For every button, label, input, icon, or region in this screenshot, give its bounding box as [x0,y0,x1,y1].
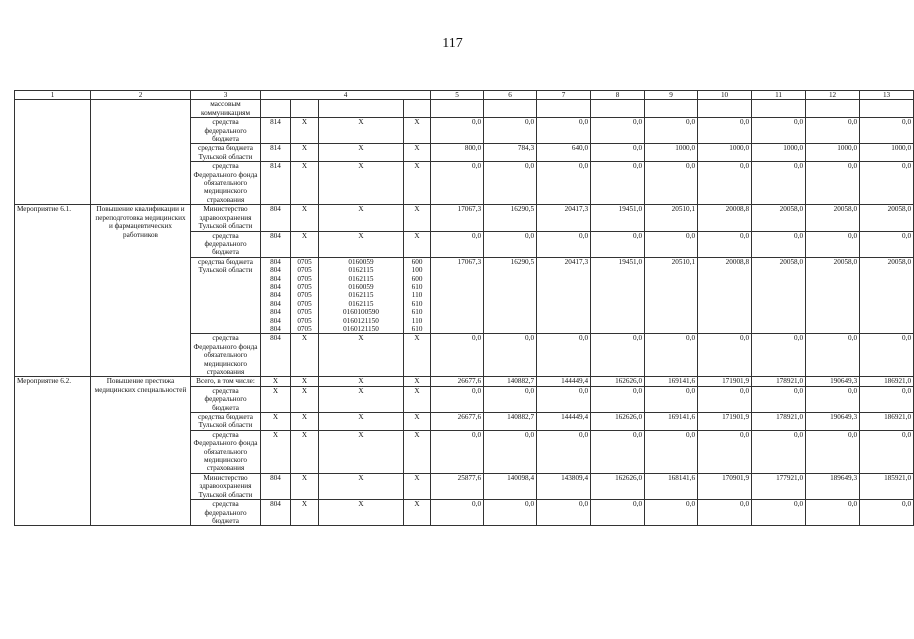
code-vr: X [404,334,431,377]
funding-source: средства Федерального фонда обязательного медицинского страхования [191,334,261,377]
amount-cell: 0,0 [752,500,806,526]
amount-cell: 0,0 [806,162,860,205]
amount-cell: 0,0 [645,334,698,377]
amount-cell: 0,0 [860,231,914,257]
amount-cell: 20417,3 [537,257,591,334]
amount-cell: 140882,7 [484,413,537,431]
amount-cell: 171901,9 [698,413,752,431]
code-grbs: 814 [261,118,291,144]
code-grbs: 804 [261,205,291,231]
amount-cell: 0,0 [752,430,806,473]
amount-cell: 0,0 [860,162,914,205]
amount-cell: 0,0 [537,334,591,377]
amount-cell: 162626,0 [591,473,645,499]
amount-cell: 0,0 [484,334,537,377]
code-grbs: 814 [261,162,291,205]
amount-cell: 0,0 [591,118,645,144]
amount-cell: 0,0 [752,231,806,257]
amount-cell: 0,0 [484,500,537,526]
amount-cell: 144449,4 [537,413,591,431]
funding-source: средства Федерального фонда обязательного медицинского страхования [191,162,261,205]
measure-name: Повышение престижа медицинских специальностей [91,377,191,526]
amount-cell: 0,0 [645,231,698,257]
code-vr: X [404,377,431,386]
code-rzpr: X [291,413,319,431]
code-vr: 600 100 600 610 110 610 610 110 610 [404,257,431,334]
funding-source: средства федерального бюджета [191,386,261,412]
amount-cell: 162626,0 [591,377,645,386]
amount-cell: 186921,0 [860,413,914,431]
code-rzpr: 0705 0705 0705 0705 0705 0705 0705 0705 0705 [291,257,319,334]
amount-cell: 0,0 [860,430,914,473]
table-row [15,377,914,386]
funding-source: средства федерального бюджета [191,231,261,257]
code-vr: X [404,473,431,499]
funding-source: средства федерального бюджета [191,118,261,144]
code-rzpr: X [291,386,319,412]
amount-cell: 25877,6 [431,473,484,499]
code-grbs [261,100,291,118]
amount-cell: 0,0 [484,118,537,144]
header-cell: 12 [806,91,860,100]
funding-source: средства Федерального фонда обязательного медицинского страхования [191,430,261,473]
amount-cell: 140098,4 [484,473,537,499]
amount-cell: 0,0 [645,430,698,473]
header-cell: 7 [537,91,591,100]
amount-cell: 0,0 [698,386,752,412]
amount-cell: 0,0 [591,334,645,377]
amount-cell: 0,0 [806,334,860,377]
amount-cell: 16290,5 [484,257,537,334]
amount-cell: 1000,0 [645,144,698,162]
amount-cell: 0,0 [806,386,860,412]
measure-id: Мероприятие 6.1. [15,205,91,377]
amount-cell [806,100,860,118]
amount-cell: 140882,7 [484,377,537,386]
amount-cell: 0,0 [698,334,752,377]
amount-cell: 0,0 [431,118,484,144]
amount-cell: 19451,0 [591,257,645,334]
table-row [15,100,914,118]
amount-cell: 0,0 [860,334,914,377]
amount-cell: 169141,6 [645,413,698,431]
amount-cell: 20058,0 [806,205,860,231]
funding-source: массовым коммуникациям [191,100,261,118]
amount-cell: 0,0 [431,231,484,257]
funding-source: средства бюджета Тульской области [191,257,261,334]
amount-cell: 185921,0 [860,473,914,499]
amount-cell: 26677,6 [431,377,484,386]
code-vr [404,100,431,118]
amount-cell: 0,0 [484,386,537,412]
amount-cell: 20008,8 [698,205,752,231]
page-number: 117 [442,36,463,51]
amount-cell: 0,0 [537,231,591,257]
code-grbs: X [261,430,291,473]
amount-cell: 26677,6 [431,413,484,431]
code-vr: X [404,205,431,231]
funding-source: Министерство здравоохранения Тульской области [191,473,261,499]
amount-cell: 0,0 [537,118,591,144]
amount-cell: 0,0 [645,162,698,205]
code-rzpr: X [291,205,319,231]
measure-name: Повышение квалификации и переподготовка медицинских и фармацевтических работников [91,205,191,377]
amount-cell: 0,0 [484,162,537,205]
funding-source: средства бюджета Тульской области [191,144,261,162]
header-cell: 10 [698,91,752,100]
amount-cell: 20510,1 [645,205,698,231]
code-rzpr: X [291,473,319,499]
code-grbs: X [261,413,291,431]
amount-cell: 0,0 [752,386,806,412]
amount-cell: 17067,3 [431,257,484,334]
code-vr: X [404,413,431,431]
amount-cell: 0,0 [806,430,860,473]
code-csr: X [319,162,404,205]
amount-cell: 800,0 [431,144,484,162]
measure-name [91,100,191,205]
amount-cell: 0,0 [537,386,591,412]
code-csr: X [319,205,404,231]
code-csr: 0160059 0162115 0162115 0160059 0162115 0162115 0160100590 0160121150 0160121150 [319,257,404,334]
code-vr: X [404,118,431,144]
code-rzpr: X [291,500,319,526]
code-vr: X [404,231,431,257]
amount-cell: 189649,3 [806,473,860,499]
amount-cell [698,100,752,118]
amount-cell: 20417,3 [537,205,591,231]
amount-cell: 178921,0 [752,377,806,386]
amount-cell: 20510,1 [645,257,698,334]
code-csr: X [319,118,404,144]
amount-cell: 640,0 [537,144,591,162]
code-csr: X [319,386,404,412]
amount-cell: 17067,3 [431,205,484,231]
code-rzpr [291,100,319,118]
amount-cell: 0,0 [752,118,806,144]
amount-cell [431,100,484,118]
header-cell: 8 [591,91,645,100]
amount-cell: 190649,3 [806,377,860,386]
header-cell: 11 [752,91,806,100]
amount-cell [860,100,914,118]
code-rzpr: X [291,377,319,386]
amount-cell: 19451,0 [591,205,645,231]
amount-cell: 178921,0 [752,413,806,431]
budget-table [14,90,914,526]
amount-cell: 0,0 [698,430,752,473]
amount-cell: 1000,0 [860,144,914,162]
code-vr: X [404,144,431,162]
amount-cell: 1000,0 [806,144,860,162]
amount-cell: 177921,0 [752,473,806,499]
amount-cell: 20058,0 [860,205,914,231]
code-rzpr: X [291,231,319,257]
amount-cell: 0,0 [806,118,860,144]
measure-id [15,100,91,205]
amount-cell [537,100,591,118]
code-vr: X [404,500,431,526]
code-rzpr: X [291,162,319,205]
amount-cell: 0,0 [806,231,860,257]
code-grbs: X [261,377,291,386]
funding-source: средства бюджета Тульской области [191,413,261,431]
code-grbs: 814 [261,144,291,162]
amount-cell: 162626,0 [591,413,645,431]
amount-cell: 20058,0 [806,257,860,334]
table-row [15,205,914,231]
code-vr: X [404,162,431,205]
amount-cell: 0,0 [591,162,645,205]
amount-cell: 0,0 [698,231,752,257]
code-grbs: 804 804 804 804 804 804 804 804 804 [261,257,291,334]
amount-cell [645,100,698,118]
amount-cell: 784,3 [484,144,537,162]
amount-cell: 20008,8 [698,257,752,334]
amount-cell: 171901,9 [698,377,752,386]
amount-cell: 143809,4 [537,473,591,499]
header-row [15,91,914,100]
amount-cell: 0,0 [645,386,698,412]
amount-cell: 16290,5 [484,205,537,231]
code-grbs: 804 [261,473,291,499]
amount-cell: 0,0 [537,162,591,205]
amount-cell: 0,0 [698,500,752,526]
amount-cell: 20058,0 [752,205,806,231]
funding-source: Всего, в том числе: [191,377,261,386]
measure-id: Мероприятие 6.2. [15,377,91,526]
code-csr: X [319,413,404,431]
amount-cell: 186921,0 [860,377,914,386]
amount-cell [484,100,537,118]
amount-cell: 0,0 [806,500,860,526]
code-csr: X [319,231,404,257]
amount-cell: 170901,9 [698,473,752,499]
amount-cell: 0,0 [860,500,914,526]
header-cell: 4 [261,91,431,100]
code-csr: X [319,144,404,162]
amount-cell: 0,0 [537,500,591,526]
amount-cell: 0,0 [860,386,914,412]
code-csr [319,100,404,118]
code-rzpr: X [291,334,319,377]
amount-cell [591,100,645,118]
header-cell: 3 [191,91,261,100]
amount-cell: 190649,3 [806,413,860,431]
code-csr: X [319,500,404,526]
amount-cell: 0,0 [645,500,698,526]
code-csr: X [319,334,404,377]
header-cell: 9 [645,91,698,100]
amount-cell: 0,0 [860,118,914,144]
amount-cell: 1000,0 [752,144,806,162]
code-vr: X [404,386,431,412]
amount-cell: 0,0 [431,386,484,412]
amount-cell: 0,0 [484,430,537,473]
amount-cell: 0,0 [484,231,537,257]
amount-cell [752,100,806,118]
amount-cell: 0,0 [591,500,645,526]
code-grbs: X [261,386,291,412]
header-cell: 5 [431,91,484,100]
amount-cell: 20058,0 [860,257,914,334]
header-cell: 13 [860,91,914,100]
amount-cell: 169141,6 [645,377,698,386]
code-rzpr: X [291,118,319,144]
amount-cell: 0,0 [698,162,752,205]
amount-cell: 20058,0 [752,257,806,334]
amount-cell: 0,0 [591,430,645,473]
code-grbs: 804 [261,500,291,526]
header-cell: 2 [91,91,191,100]
code-vr: X [404,430,431,473]
amount-cell: 1000,0 [698,144,752,162]
funding-source: средства федерального бюджета [191,500,261,526]
amount-cell: 0,0 [591,386,645,412]
amount-cell: 0,0 [645,118,698,144]
code-rzpr: X [291,430,319,473]
code-csr: X [319,377,404,386]
code-csr: X [319,430,404,473]
code-grbs: 804 [261,231,291,257]
amount-cell: 144449,4 [537,377,591,386]
amount-cell: 0,0 [537,430,591,473]
amount-cell: 0,0 [431,334,484,377]
amount-cell: 168141,6 [645,473,698,499]
code-csr: X [319,473,404,499]
header-cell: 1 [15,91,91,100]
amount-cell: 0,0 [752,162,806,205]
amount-cell: 0,0 [752,334,806,377]
header-cell: 6 [484,91,537,100]
funding-source: Министерство здравоохранения Тульской области [191,205,261,231]
code-rzpr: X [291,144,319,162]
amount-cell: 0,0 [591,144,645,162]
amount-cell: 0,0 [591,231,645,257]
amount-cell: 0,0 [431,500,484,526]
amount-cell: 0,0 [431,430,484,473]
amount-cell: 0,0 [431,162,484,205]
code-grbs: 804 [261,334,291,377]
amount-cell: 0,0 [698,118,752,144]
